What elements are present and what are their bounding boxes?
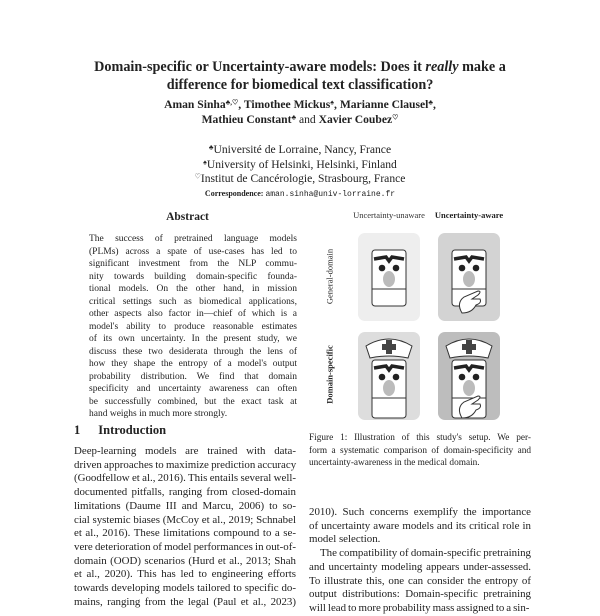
text-line: mains, ranging from the legal (Paul et al., 2023) (74, 595, 296, 608)
affiliations (0, 143, 600, 187)
text-line: driven approaches to maximize prediction accuracy (74, 458, 297, 471)
author: , Marianne Clausel (334, 98, 429, 111)
text-line: nity towards building domain-specific founda- (89, 271, 297, 282)
text-line: Figure 1: Illustration of this study's setup. We per- (309, 433, 531, 443)
text-line: uncertainty-awareness in the medical domain. (309, 458, 480, 468)
author: , Timothee Mickus (238, 98, 331, 111)
title-part: make a (458, 59, 506, 75)
doctor-face-panel (358, 332, 420, 420)
text-line: significant investment from the NLP commu- (89, 259, 297, 269)
text-line: et al., 2016). These limitations compound to a se- (74, 527, 296, 540)
text-line: To illustrate this, one can consider the entropy of (309, 574, 531, 587)
text-line: towards developing models tailored to specific do- (74, 582, 296, 595)
abstract-heading: Abstract (166, 211, 209, 223)
face-panel (358, 233, 420, 321)
col-label: Uncertainty-unaware (353, 210, 425, 220)
author: Xavier Coubez (318, 113, 393, 126)
text-line: et al., 2020). This has led to engineering efforts (74, 568, 296, 581)
section-number: 1 (74, 423, 81, 437)
correspondence-label: Correspondence: (204, 189, 264, 198)
text-line: The success of pretrained language models (89, 234, 297, 244)
text-line: documented pitfalls, ranging from closed-domain (74, 486, 296, 499)
text-line: be successfully combined, but the exact task at (89, 396, 297, 407)
section-title: Introduction (98, 423, 167, 437)
text-line: probability distribution. We find that domain (89, 371, 297, 382)
text-line: (PLMs) across a spate of use-cases has led to (89, 246, 297, 257)
author: Mathieu Constant (201, 113, 292, 126)
text-line: discuss these two desiderata through the lens of (89, 346, 297, 357)
comma: , (432, 98, 436, 111)
text-line: vere deterioration of model performances in out-of- (74, 540, 296, 553)
text-line: of its own uncertainty. In the present study, we (89, 334, 297, 344)
affil-mark: ♡ (194, 172, 201, 181)
author: Aman Sinha (164, 98, 226, 111)
introduction-body (74, 445, 296, 609)
text-line: cial systemic biases (McCoy et al., 2019; Schnabel (74, 513, 296, 526)
text-line: 2010). Such concerns exemplify the importance (309, 506, 531, 518)
text-line: and uncertainty modeling appears under-assessed. (309, 560, 531, 573)
text-line: form a systematic comparison of domain-specificity and (309, 445, 531, 456)
text-line: (Goodfellow et al., 2016). This entails several well- (74, 472, 296, 485)
title-emph: really (425, 59, 459, 75)
text-line: domain (OOD) scenarios (Hurd et al., 2013; Shah (74, 554, 296, 567)
text-line: The compatibility of domain-specific pretraining (320, 547, 531, 560)
title-line2: difference for biomedical text classification? (166, 77, 434, 93)
text-line: other aspects also factor in—chief of which is a (89, 309, 297, 319)
and: and (296, 113, 319, 126)
text-line: model selection. (309, 533, 381, 546)
text-line: of uncertainty aware models and its critical role in (309, 519, 531, 532)
row-label: Domain-specific (324, 345, 335, 404)
correspondence (0, 189, 600, 200)
affil-mark: ♡ (392, 113, 399, 122)
col-label: Uncertainty-aware (434, 210, 504, 220)
title-part: Domain-specific or Uncertainty-aware models: Does it (94, 59, 426, 75)
affiliation: Institut de Cancérologie, Strasbourg, France (200, 172, 406, 185)
correspondence-email[interactable]: aman.sinha@univ-lorraine.fr (265, 190, 396, 199)
text-line: will lead to more probability mass assigned to a sin- (309, 601, 530, 614)
text-line: output distributions: Domain-specific pretraining (309, 588, 531, 601)
text-line: limitations (Daume III and Marcu, 2006) to so- (74, 499, 296, 512)
affil-mark: ♣,♡ (225, 98, 239, 107)
text-line: model's ability to produce reasonable estimates (89, 321, 297, 332)
affil-mark: ♠ (330, 98, 335, 107)
affil-mark: ♣ (428, 98, 433, 107)
affiliation: Université de Lorraine, Nancy, France (213, 143, 392, 156)
face-panel (438, 233, 500, 321)
text-line: Deep-learning models are trained with data- (74, 445, 296, 457)
affil-mark: ♠ (203, 158, 207, 166)
text-line: how they shape the entropy of a model's output (89, 359, 297, 369)
affil-mark: ♣ (291, 113, 297, 122)
text-line: tional models. On the other hand, in mission (89, 284, 297, 294)
section-heading (74, 423, 166, 438)
doctor-face-panel (438, 332, 500, 420)
row-label: General-domain (324, 248, 335, 305)
affil-mark: ♣ (208, 143, 214, 152)
affiliation: University of Helsinki, Helsinki, Finland (206, 157, 397, 171)
text-line: hand weighs in much more strongly. (89, 409, 228, 419)
figure-caption (309, 432, 531, 470)
text-line: critical settings such as biomedical applications, (89, 296, 297, 307)
abstract-body (89, 233, 297, 421)
paper-title (0, 58, 600, 94)
authors (0, 97, 600, 127)
text-line: specificity and uncertainty awareness can often (89, 384, 297, 394)
right-column-body (309, 506, 531, 616)
